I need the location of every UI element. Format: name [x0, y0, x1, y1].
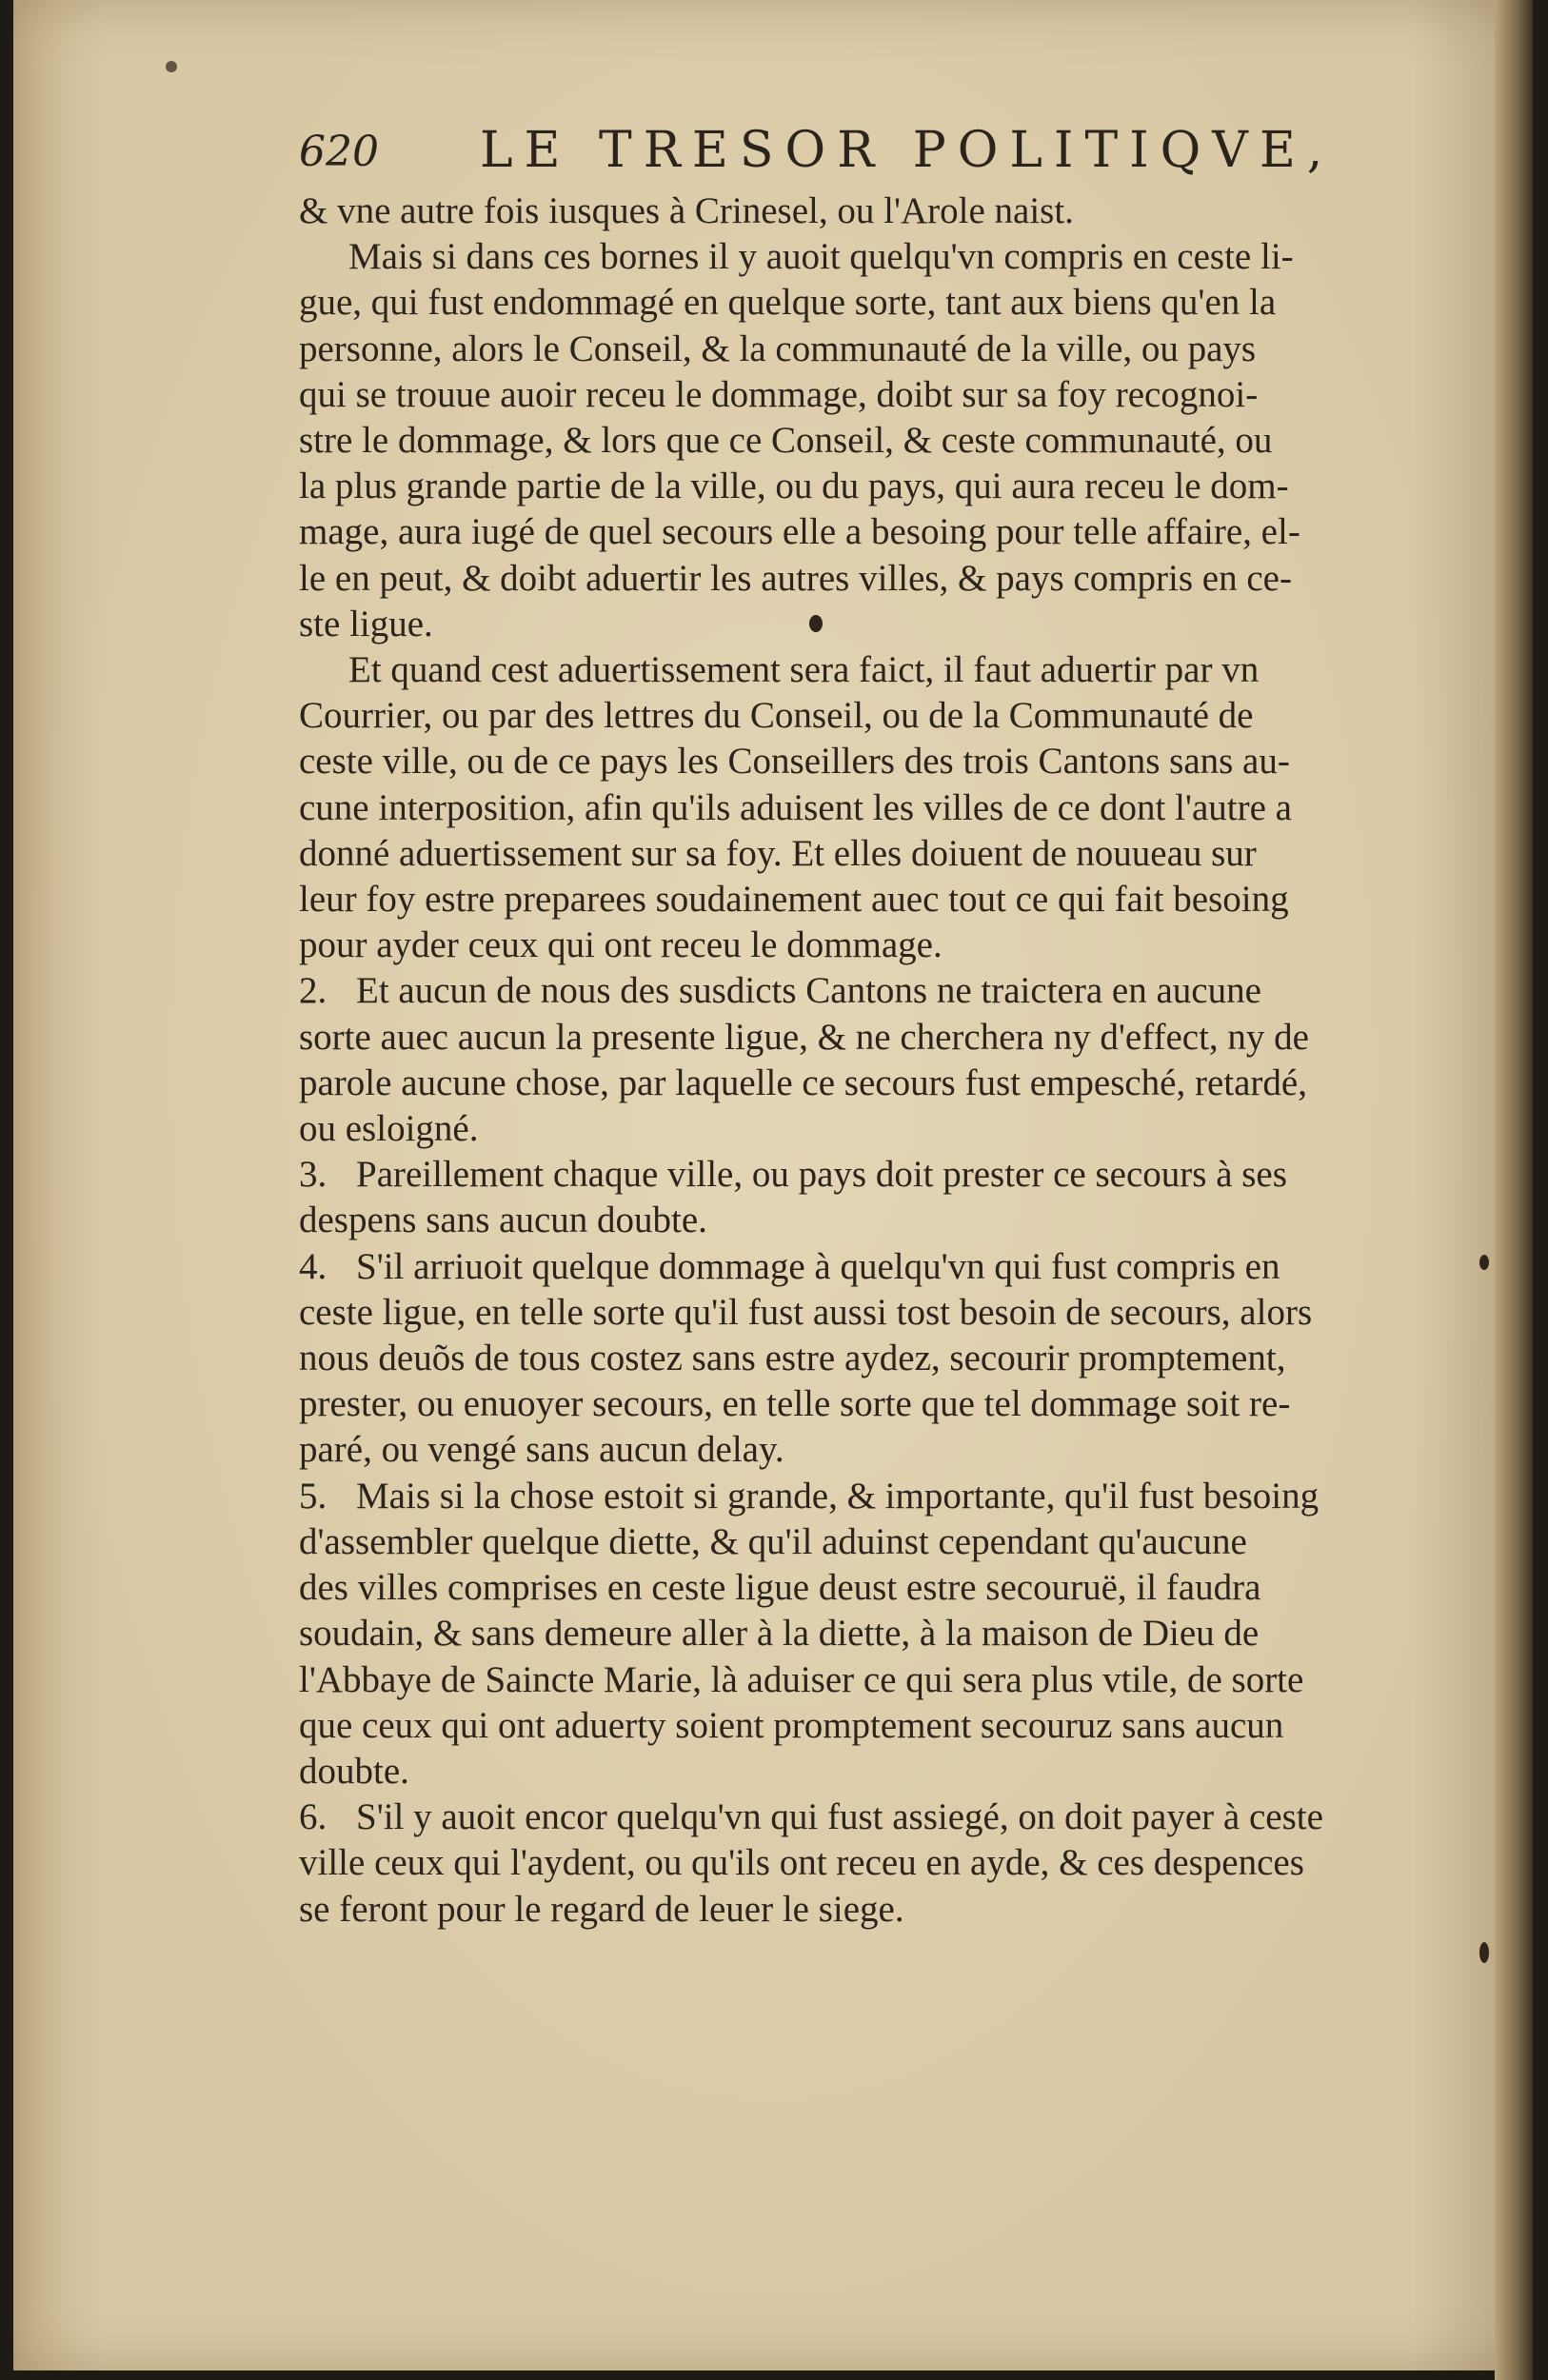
- line-text: l'Abbaye de Saincte Marie, là aduiser ce qui sera plus vtile, de sorte: [299, 1658, 1304, 1700]
- line-text: Et aucun de nous des susdicts Cantons ne traictera en aucune: [356, 970, 1261, 1012]
- text-line: [299, 1565, 1460, 1611]
- text-line: [299, 647, 1460, 693]
- line-text: & vne autre fois iusques à Crinesel, ou l'Arole naist.: [299, 190, 1074, 231]
- article-number: 5.: [299, 1475, 327, 1517]
- text-line: [299, 1244, 1460, 1290]
- line-text: Pareillement chaque ville, ou pays doit prester ce secours à ses: [356, 1154, 1287, 1196]
- line-text: parole aucune chose, par laquelle ce secours fust empesché, retardé,: [299, 1061, 1307, 1103]
- text-line: [299, 877, 1460, 922]
- text-line: [299, 1795, 1460, 1840]
- line-text: des villes comprises en ceste ligue deust estre secouruë, il faudra: [299, 1567, 1261, 1609]
- text-line: [299, 327, 1460, 372]
- line-text: se feront pour le regard de leuer le siege.: [299, 1888, 904, 1930]
- line-text: Mais si la chose estoit si grande, & importante, qu'il fust besoing: [356, 1475, 1320, 1517]
- line-text: personne, alors le Conseil, & la communauté de la ville, ou pays: [299, 327, 1257, 369]
- body-text: [299, 188, 1460, 1933]
- article-number: 4.: [299, 1245, 327, 1287]
- line-text: ou esloigné.: [299, 1108, 479, 1150]
- line-text: gue, qui fust endommagé en quelque sorte, tant aux biens qu'en la: [299, 282, 1277, 324]
- ink-spot: [1479, 1255, 1489, 1270]
- line-text: doubte.: [299, 1750, 409, 1792]
- line-text: nous deuõs de tous costez sans estre aydez, secourir promptement,: [299, 1338, 1286, 1379]
- text-line: [299, 831, 1460, 877]
- line-text: Et quand cest aduertissement sera faict, il faut aduertir par vn: [348, 649, 1260, 691]
- ink-spot: [166, 61, 177, 72]
- line-text: la plus grande partie de la ville, ou du pays, qui aura receu le dom-: [299, 466, 1289, 507]
- text-line: [299, 556, 1460, 602]
- text-line: [299, 188, 1460, 234]
- line-text: stre le dommage, & lors que ce Conseil, & ceste communauté, ou: [299, 420, 1273, 462]
- text-line: [299, 1887, 1460, 1933]
- ink-spot: [809, 615, 823, 632]
- line-text: S'il arriuoit quelque dommage à quelqu'vn qui fust compris en: [356, 1245, 1280, 1287]
- line-text: ceste ligue, en telle sorte qu'il fust aussi tost besoin de secours, alors: [299, 1291, 1313, 1333]
- line-text: Courrier, ou par des lettres du Conseil, ou de la Communauté de: [299, 695, 1254, 737]
- line-text: cune interposition, afin qu'ils aduisent les villes de ce dont l'autre a: [299, 786, 1292, 828]
- line-text: donné aduertissement sur sa foy. Et elles doiuent de nouueau sur: [299, 832, 1257, 874]
- line-text: que ceux qui ont aduerty soient promptement secouruz sans aucun: [299, 1704, 1284, 1746]
- line-text: soudain, & sans demeure aller à la diette, à la maison de Dieu de: [299, 1613, 1260, 1655]
- text-line: [299, 1015, 1460, 1061]
- line-text: prester, ou enuoyer secours, en telle sorte que tel dommage soit re-: [299, 1383, 1291, 1425]
- ink-spot: [1479, 1942, 1489, 1963]
- article-number: 2.: [299, 970, 327, 1012]
- line-text: le en peut, & doibt aduertir les autres villes, & pays compris en ce-: [299, 557, 1292, 599]
- text-line: [299, 602, 1460, 647]
- line-text: sorte auec aucun la presente ligue, & ne cherchera ny d'effect, ny de: [299, 1016, 1309, 1058]
- text-line: [299, 1703, 1460, 1749]
- line-text: paré, ou vengé sans aucun delay.: [299, 1429, 784, 1471]
- text-line: [299, 1657, 1460, 1703]
- text-line: [299, 1336, 1460, 1381]
- book-page: [13, 0, 1533, 2370]
- line-text: ste ligue.: [299, 603, 433, 645]
- line-text: S'il y auoit encor quelqu'vn qui fust assiegé, on doit payer à ceste: [356, 1796, 1323, 1838]
- text-line: [299, 1427, 1460, 1473]
- line-text: leur foy estre preparees soudainement auec tout ce qui fait besoing: [299, 879, 1289, 921]
- running-title: LE TRESOR POLITIQVE,: [480, 122, 1335, 179]
- line-text: pour ayder ceux qui ont receu le dommage.: [299, 924, 943, 966]
- line-text: qui se trouue auoir receu le dommage, doibt sur sa foy recognoi-: [299, 373, 1259, 415]
- text-line: [299, 1611, 1460, 1656]
- text-line: [299, 693, 1460, 739]
- article-number: 3.: [299, 1154, 327, 1196]
- page-header: [299, 122, 1384, 188]
- article-number: 6.: [299, 1796, 327, 1838]
- line-text: despens sans aucun doubte.: [299, 1200, 707, 1241]
- text-line: [299, 1474, 1460, 1519]
- text-line: [299, 509, 1460, 555]
- line-text: ceste ville, ou de ce pays les Conseillers des trois Cantons sans au-: [299, 741, 1290, 783]
- text-line: [299, 234, 1460, 280]
- page-gutter: [1495, 0, 1533, 2380]
- line-text: ville ceux qui l'aydent, ou qu'ils ont receu en ayde, & ces despences: [299, 1842, 1304, 1884]
- line-text: d'assembler quelque diette, & qu'il aduinst cependant qu'aucune: [299, 1520, 1247, 1562]
- text-line: [299, 418, 1460, 464]
- text-line: [299, 968, 1460, 1014]
- text-line: [299, 1061, 1460, 1106]
- folio-number: 620: [299, 128, 379, 176]
- text-line: [299, 1198, 1460, 1243]
- text-line: [299, 372, 1460, 418]
- text-line: [299, 785, 1460, 831]
- text-line: [299, 1519, 1460, 1565]
- line-text: mage, aura iugé de quel secours elle a besoing pour telle affaire, el-: [299, 511, 1300, 553]
- text-line: [299, 1106, 1460, 1152]
- text-line: [299, 464, 1460, 509]
- text-line: [299, 1840, 1460, 1886]
- text-line: [299, 1152, 1460, 1198]
- text-line: [299, 739, 1460, 784]
- text-line: [299, 280, 1460, 326]
- text-line: [299, 922, 1460, 968]
- text-line: [299, 1381, 1460, 1427]
- line-text: Mais si dans ces bornes il y auoit quelqu'vn compris en ceste li-: [348, 236, 1294, 278]
- text-line: [299, 1290, 1460, 1336]
- text-line: [299, 1749, 1460, 1795]
